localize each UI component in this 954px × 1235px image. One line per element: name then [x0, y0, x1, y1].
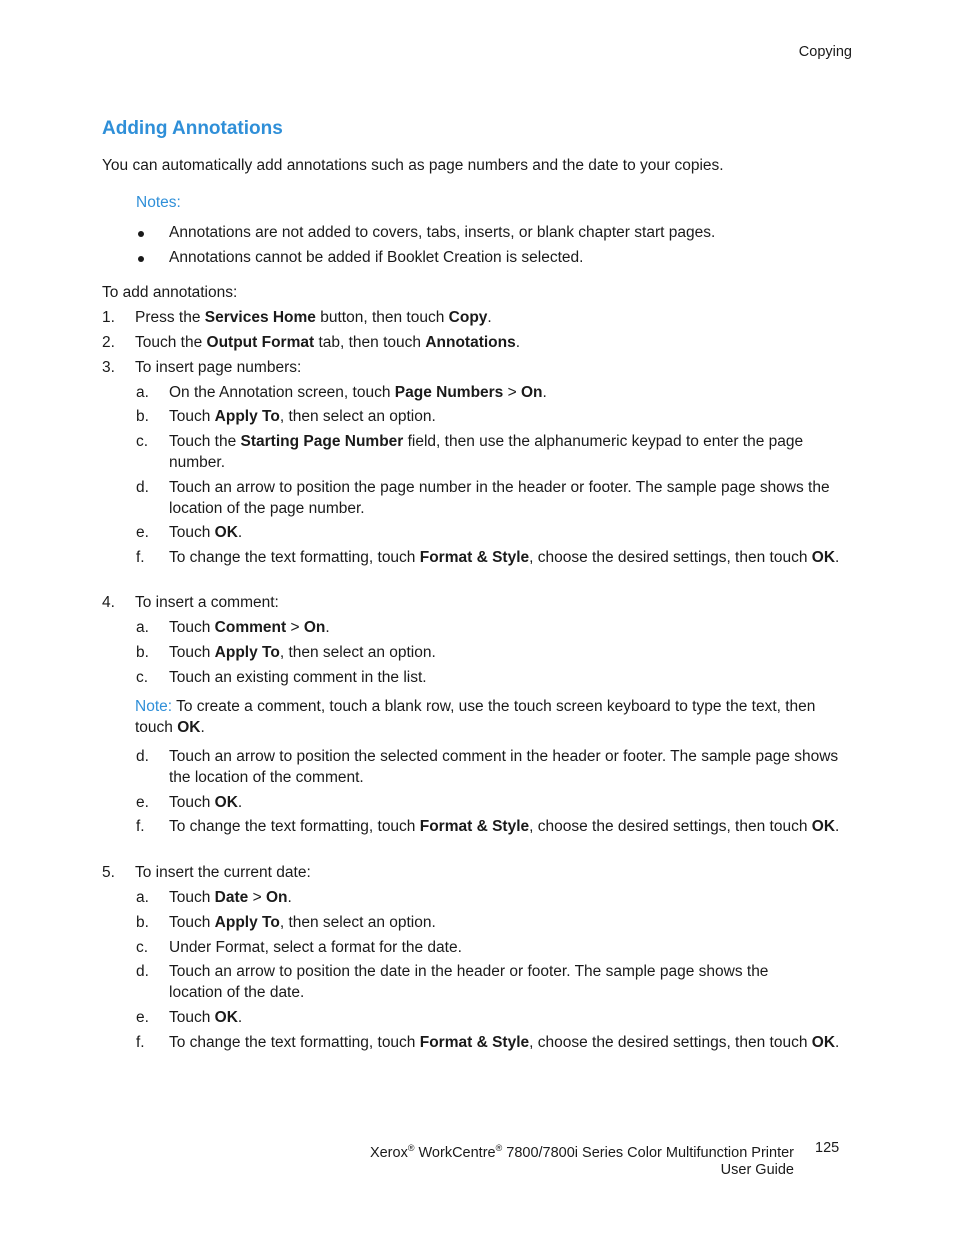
bullet-dot [138, 231, 144, 237]
substep-letter: c. [136, 939, 149, 956]
footer-product-line: Xerox® WorkCentre® 7800/7800i Series Color Multifunction Printer [369, 1143, 794, 1161]
inline-note: Note: To create a comment, touch a blank row, use the touch screen keyboard to type the text, then touch OK. [135, 698, 816, 736]
substep-letter: a. [136, 889, 149, 906]
substep-letter: b. [136, 644, 149, 661]
step-text: Press the Services Home button, then touch Copy. [135, 309, 492, 326]
footer-guide: User Guide [720, 1162, 794, 1178]
substep-letter: a. [136, 619, 149, 636]
substep-text: Touch OK. [169, 524, 243, 541]
substep-letter: a. [136, 384, 149, 401]
substep-text: On the Annotation screen, touch Page Numbers > On. [169, 384, 547, 401]
substep-text: Touch an existing comment in the list. [169, 669, 427, 686]
substep-text: Touch Date > On. [169, 889, 292, 906]
substep-text: Touch OK. [169, 794, 243, 811]
substep-text: Touch the Starting Page Number field, then use the alphanumeric keypad to enter the page number. [169, 433, 804, 471]
step-number: 4. [102, 594, 115, 611]
substep-text: Touch Apply To, then select an option. [169, 914, 436, 931]
step-number: 2. [102, 334, 115, 351]
substep-letter: c. [136, 433, 149, 450]
substep-letter: b. [136, 914, 149, 931]
intro-paragraph: You can automatically add annotations such as page numbers and the date to your copies. [102, 157, 724, 174]
substep-letter: e. [136, 524, 149, 541]
step-text: Touch the Output Format tab, then touch Annotations. [135, 334, 521, 351]
substep-text: Touch Comment > On. [169, 619, 330, 636]
substep-letter: f. [136, 818, 145, 835]
substep-letter: f. [136, 1034, 145, 1051]
page-number: 125 [815, 1140, 840, 1156]
substep-letter: d. [136, 963, 149, 980]
substep-text: To change the text formatting, touch Format & Style, choose the desired settings, then touch OK. [169, 549, 840, 566]
step-text: To insert a comment: [135, 594, 279, 611]
section-title: Adding Annotations [102, 118, 283, 139]
footer-product [370, 1140, 794, 1179]
procedure-intro: To add annotations: [102, 284, 238, 301]
step-number: 3. [102, 359, 115, 376]
substep-letter: f. [136, 549, 145, 566]
substep-text: Touch Apply To, then select an option. [169, 644, 436, 661]
note-item: Annotations are not added to covers, tabs, inserts, or blank chapter start pages. [169, 224, 716, 241]
notes-label: Notes: [136, 194, 181, 211]
bullet-dot [138, 256, 144, 262]
substep-letter: d. [136, 748, 149, 765]
substep-text: Touch an arrow to position the date in the header or footer. The sample page shows the location of the date. [169, 963, 769, 1001]
substep-text: Touch an arrow to position the page number in the header or footer. The sample page shows the location of the page number. [169, 479, 830, 517]
substep-letter: e. [136, 794, 149, 811]
substep-text: To change the text formatting, touch Format & Style, choose the desired settings, then touch OK. [169, 1034, 840, 1051]
substep-text: Touch an arrow to position the selected comment in the header or footer. The sample page shows the location of the comment. [169, 748, 839, 786]
substep-letter: b. [136, 408, 149, 425]
step-text: To insert page numbers: [135, 359, 302, 376]
substep-letter: e. [136, 1009, 149, 1026]
substep-text: Under Format, select a format for the date. [169, 939, 462, 956]
substep-text: Touch OK. [169, 1009, 243, 1026]
substep-letter: d. [136, 479, 149, 496]
step-text: To insert the current date: [135, 864, 311, 881]
substep-letter: c. [136, 669, 149, 686]
step-number: 5. [102, 864, 115, 881]
note-item: Annotations cannot be added if Booklet Creation is selected. [169, 249, 584, 266]
step-number: 1. [102, 309, 115, 326]
running-header: Copying [798, 44, 852, 60]
substep-text: To change the text formatting, touch Format & Style, choose the desired settings, then touch OK. [169, 818, 840, 835]
substep-text: Touch Apply To, then select an option. [169, 408, 436, 425]
